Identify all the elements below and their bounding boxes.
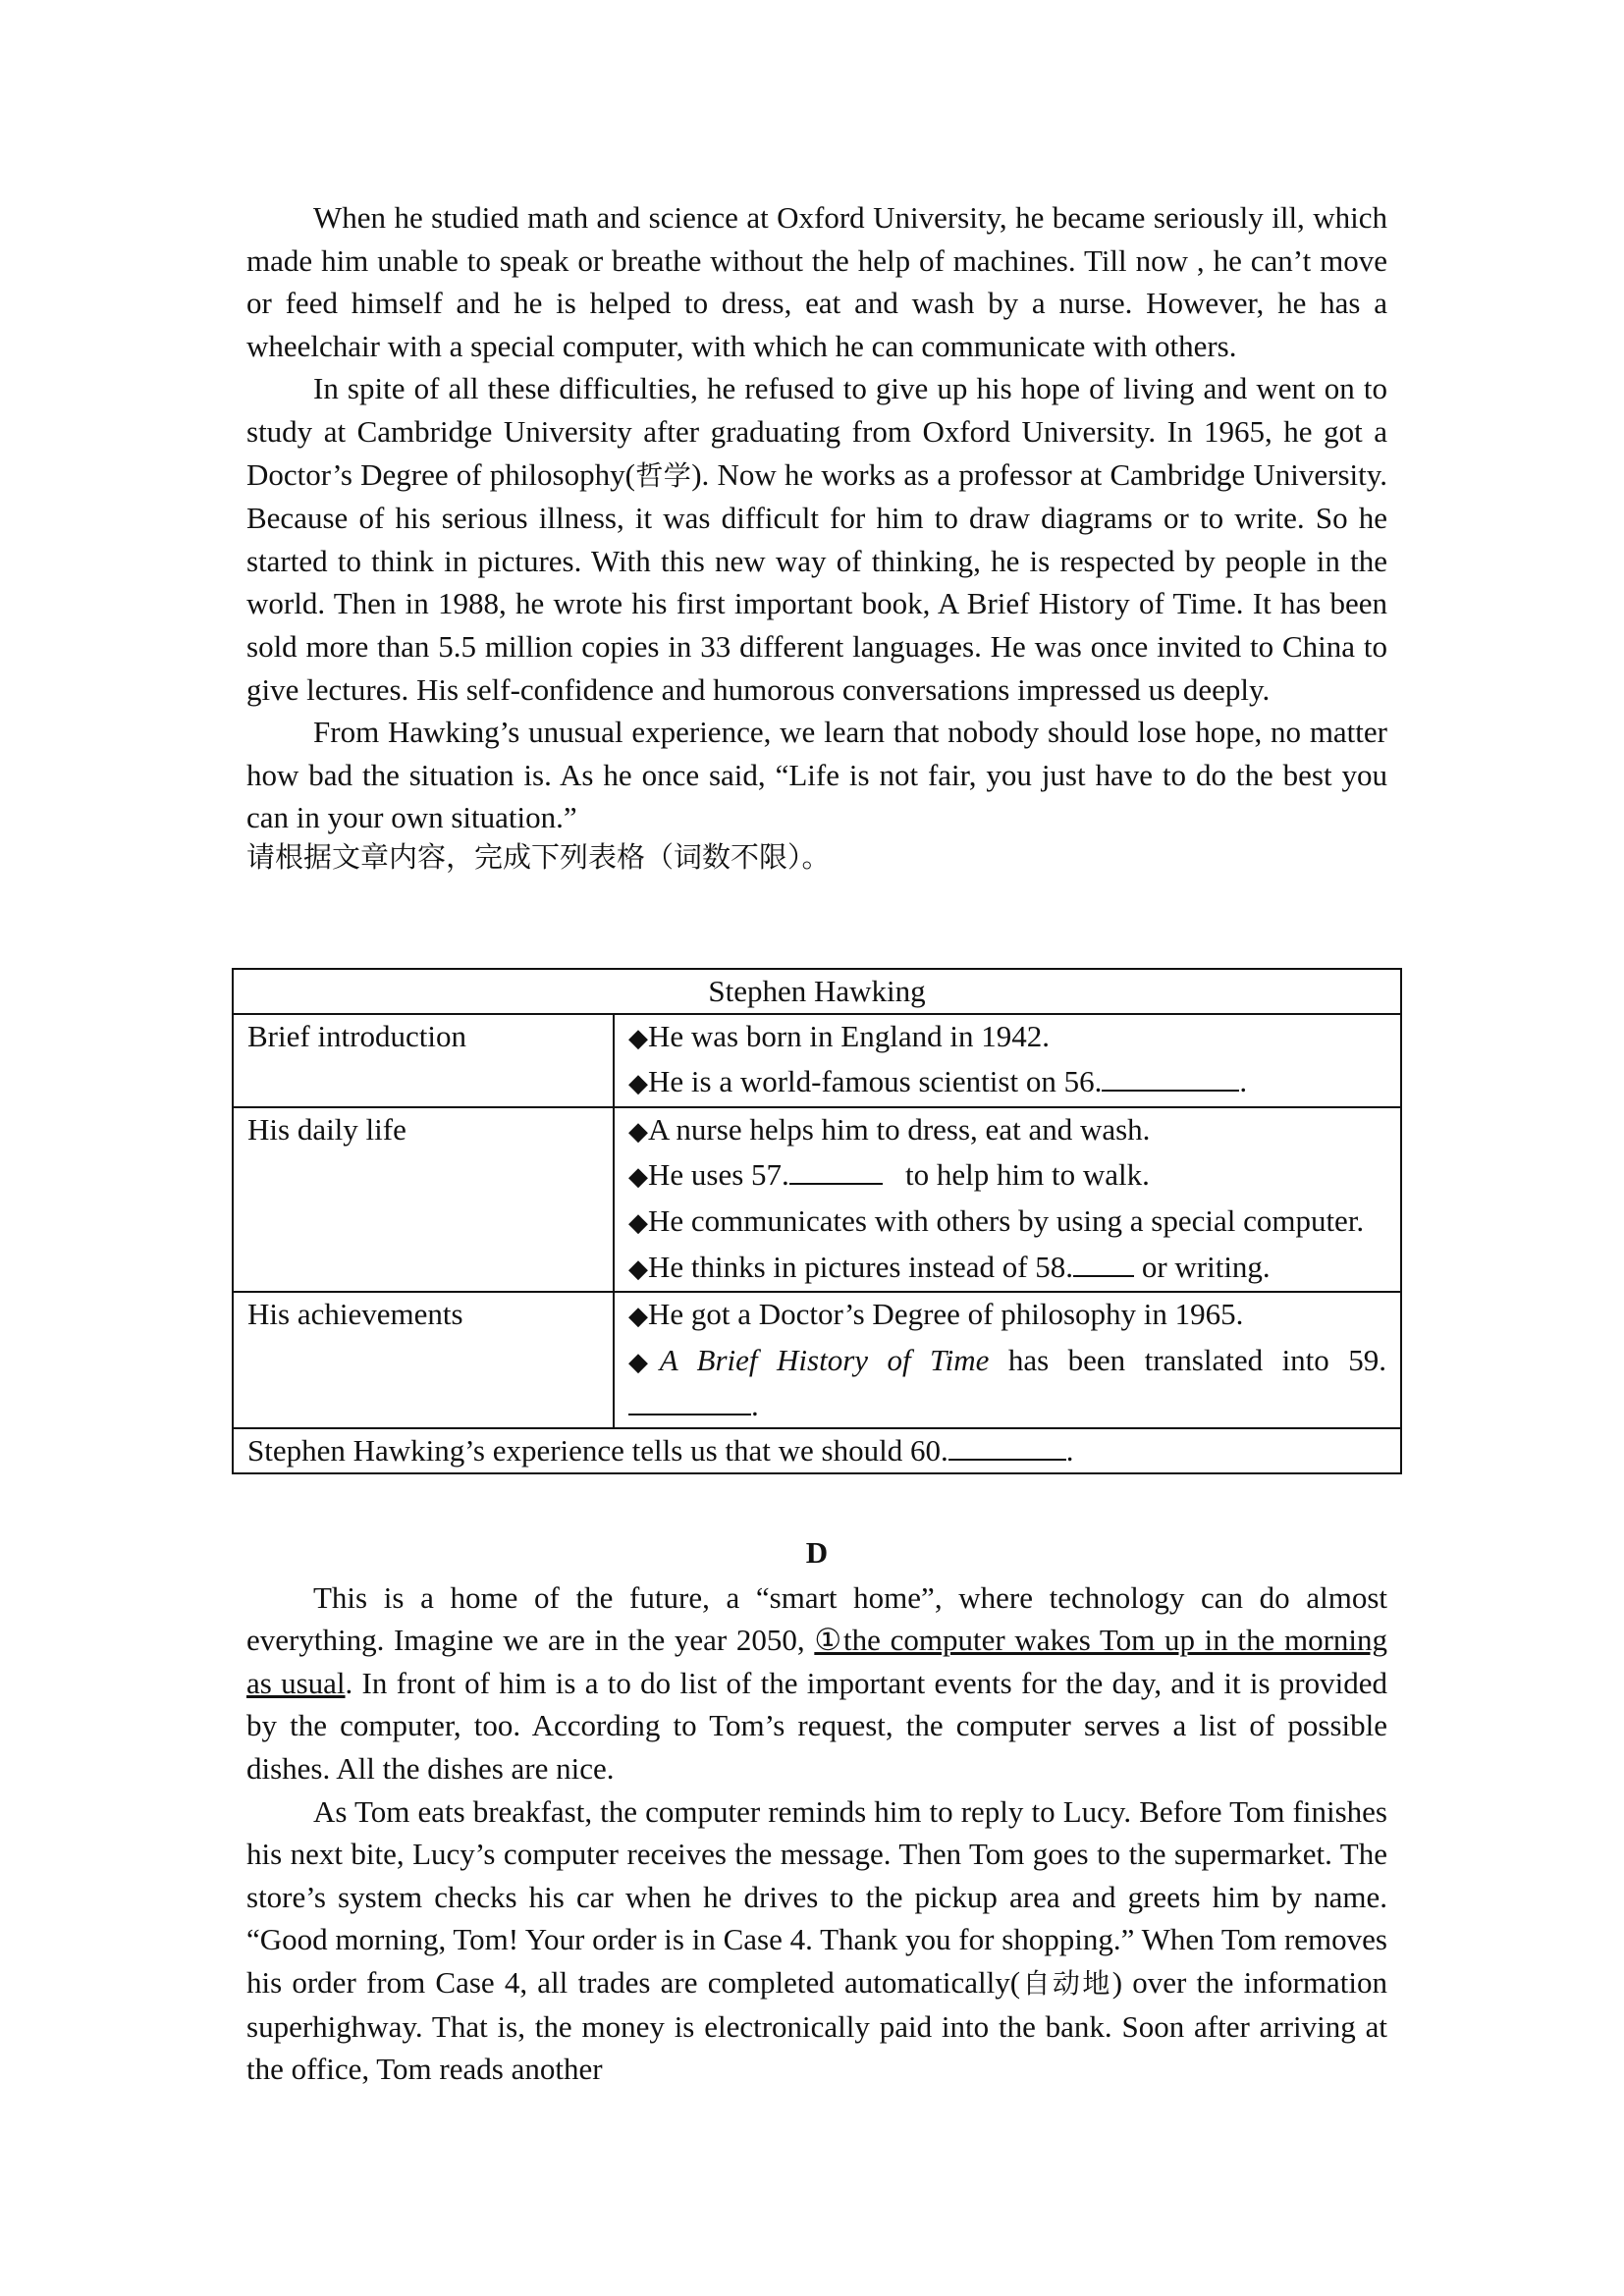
table-line: ◆He communicates with others by using a special computer.: [628, 1202, 1365, 1238]
table-row: [233, 1107, 1401, 1292]
table-line: ◆He thinks in pictures instead of 58. or writing.: [628, 1246, 1386, 1292]
answer-blank-56[interactable]: [1102, 1060, 1239, 1092]
table-title: Stephen Hawking: [233, 969, 1401, 1014]
answer-blank-57[interactable]: [789, 1153, 883, 1185]
answer-blank-59[interactable]: [628, 1384, 751, 1415]
paragraph-2-text-b: ). Now he works as a professor at Cambridge University. Because of his serious illness, it was difficult for him to draw diagrams or to write. So he started to think in pictures. With this new way of thinking, he is respected by people in the world. Then in 1988, he wrote his first important book, A Brief History of Time. It has been sold more than 5.5 million copies in 33 different languages. He was once invited to China to give lectures. His self-confidence and humorous conversations impressed us deeply.: [246, 456, 1387, 707]
summary-table: [232, 968, 1402, 1474]
passage-d: [246, 1531, 1387, 2091]
paragraph-3: From Hawking’s unusual experience, we learn that nobody should lose hope, no matter how bad the situation is. As he once said, “Life is not fair, you just have to do the best you can in your own situation.”: [246, 715, 1387, 835]
row-label: His achievements: [233, 1292, 614, 1428]
table-row: [233, 1014, 1401, 1107]
row-content: [614, 1292, 1401, 1428]
diamond-bullet-icon: ◆: [628, 1116, 648, 1147]
table-line: ◆He uses 57. to help him to walk.: [628, 1153, 1386, 1200]
paragraph-1: When he studied math and science at Oxford University, he became seriously ill, which made him unable to speak or breathe without the help of machines. Till now , he can’t move or feed himself and he is helped to dress, eat and wash by a nurse. However, he has a wheelchair with a special computer, with which he can communicate with others.: [246, 200, 1387, 363]
task-instruction: 请根据文章内容，完成下列表格（词数不限）。: [246, 839, 831, 874]
paragraph-2: As Tom eats breakfast, the computer reminds him to reply to Lucy. Before Tom finishes his next bite, Lucy’s computer receives the message. Then Tom goes to the supermarket. The store’s system checks his car when he drives to the pickup area and greets him by name. “Good morning, Tom! Your order is in Case 4. Thank you for shopping.” When Tom removes his order from Case 4, all trades are completed automatically(自动地) over the information superhighway. That is, the money is electronically paid into the bank. Soon after arriving at the office, Tom reads another: [246, 1793, 1387, 2087]
table-line: ◆He got a Doctor’s Degree of philosophy in 1965.: [628, 1297, 1244, 1332]
table-line: ◆A Brief History of Time has been translated into 59..: [628, 1342, 1387, 1423]
diamond-bullet-icon: ◆: [628, 1023, 648, 1053]
passage-c: [246, 196, 1387, 876]
diamond-bullet-icon: ◆: [628, 1162, 648, 1193]
paragraph-2-text-a: In spite of all these difficulties, he refused to give up his hope of living and went on to study at Cambridge University after graduating from Oxford University. In 1965, he got a Doctor’s Degree of philosophy(: [246, 371, 1387, 492]
table-line: ◆A nurse helps him to dress, eat and wash.: [628, 1111, 1151, 1147]
paragraph-2: [246, 367, 1387, 711]
row-content: [614, 1014, 1401, 1107]
row-label: Brief introduction: [233, 1014, 614, 1107]
table-header-row: [233, 969, 1401, 1014]
diamond-bullet-icon: ◆: [628, 1207, 648, 1238]
diamond-bullet-icon: ◆: [628, 1069, 648, 1099]
book-title: A Brief History of Time: [659, 1342, 990, 1377]
diamond-bullet-icon: ◆: [628, 1347, 660, 1377]
paragraph-1: This is a home of the future, a “smart home”, where technology can do almost everything. Imagine we are in the year 2050, ①the computer wakes Tom up in the morning as usual. In front of him is a to do list of the important events for the day, and it is provided by the computer, too. According to Tom’s request, the computer serves a list of possible dishes. All the dishes are nice.: [246, 1579, 1388, 1786]
table-footer-row: [233, 1428, 1401, 1473]
table-footer: Stephen Hawking’s experience tells us that we should 60. .: [233, 1428, 1401, 1473]
row-label: His daily life: [233, 1107, 614, 1292]
table-line: ◆He is a world-famous scientist on 56. .: [628, 1060, 1386, 1106]
diamond-bullet-icon: ◆: [628, 1302, 648, 1332]
section-title: D: [805, 1535, 829, 1570]
underlined-sentence: ①the computer wakes Tom up in the morning as usual: [246, 1623, 1388, 1700]
answer-blank-60[interactable]: [948, 1429, 1066, 1461]
chinese-gloss: 哲学: [634, 458, 692, 492]
answer-blank-58[interactable]: [1073, 1246, 1134, 1277]
table-row: [233, 1292, 1401, 1428]
diamond-bullet-icon: ◆: [628, 1254, 648, 1284]
row-content: [614, 1107, 1401, 1292]
chinese-gloss: 自动地: [1020, 1966, 1112, 2000]
table-line: ◆He was born in England in 1942.: [628, 1018, 1050, 1053]
